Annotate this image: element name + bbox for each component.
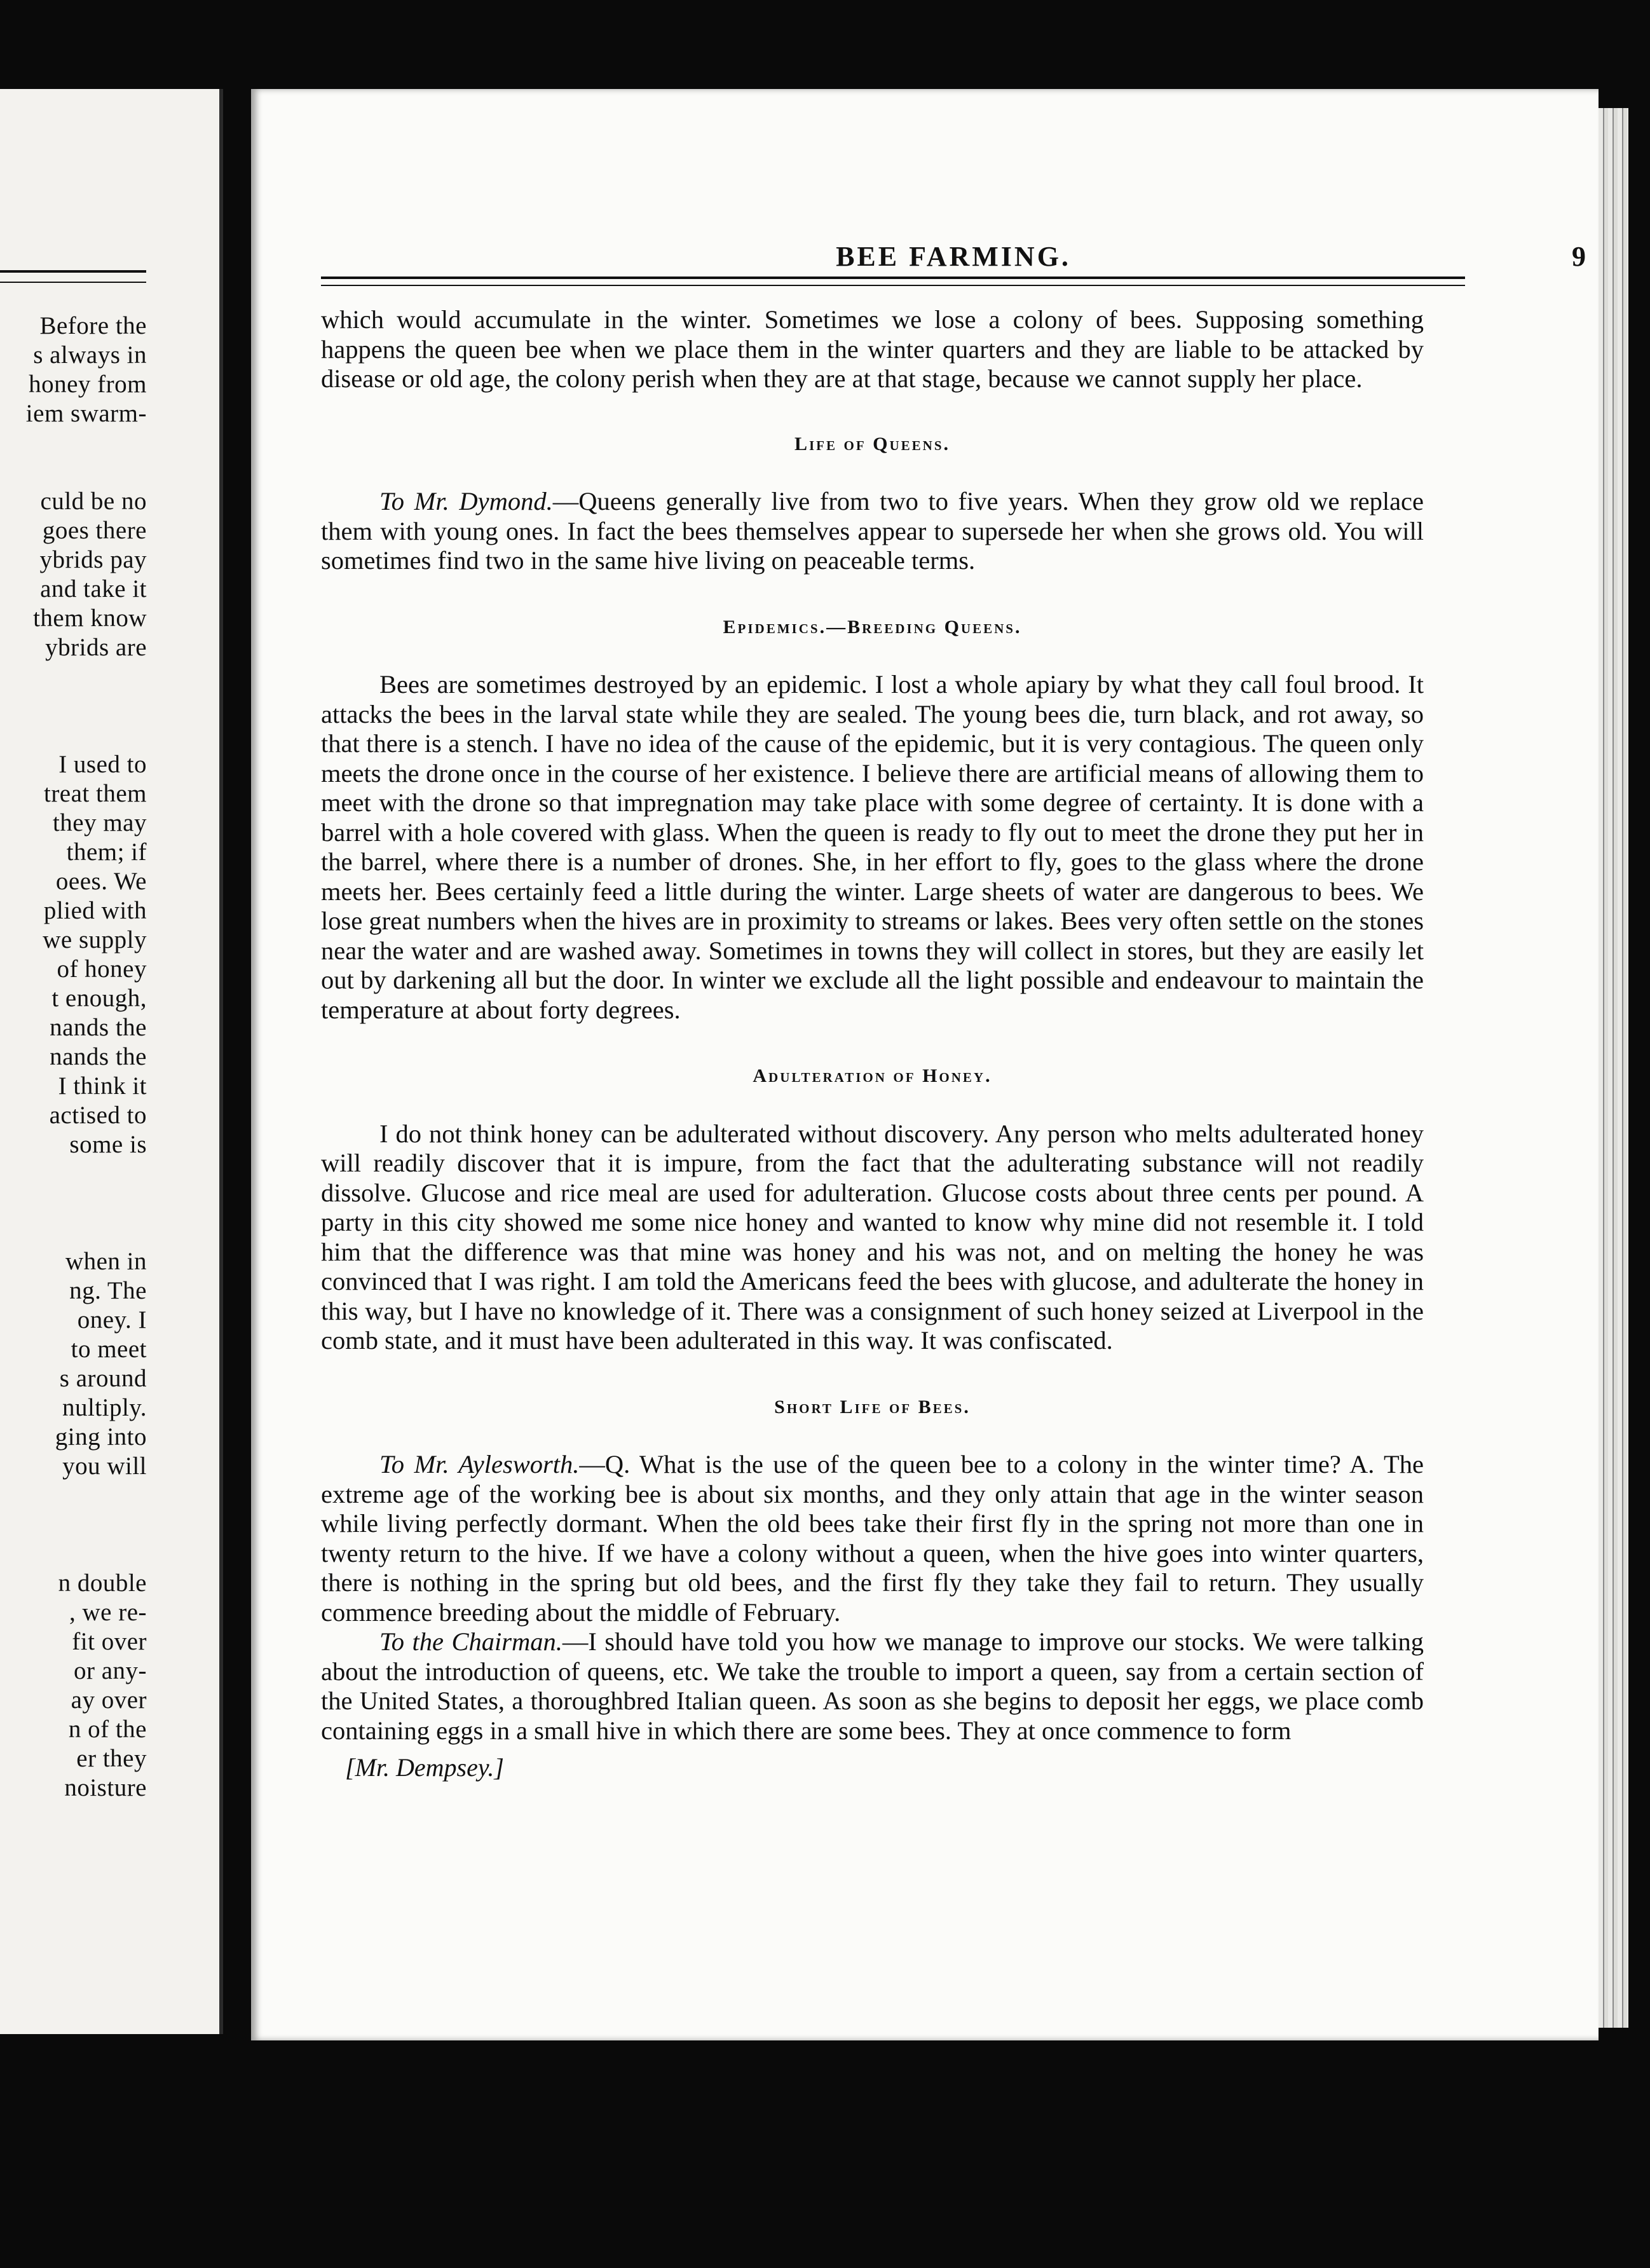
facing-page-line: s always in <box>33 341 147 369</box>
facing-page-line: and take it <box>40 575 147 603</box>
facing-page-line: Before the <box>39 312 147 339</box>
running-head <box>321 240 1586 278</box>
facing-page-left <box>0 89 223 2034</box>
facing-page-line: ybrids pay <box>39 546 147 573</box>
paragraph-epidemics: Bees are sometimes destroyed by an epidemic. I lost a whole apiary by what they call foul brood. It attacks the bees in the larval state while they are sealed. The young bees die, turn black, and rot away, so that there is a stench. I have no idea of the cause of the epidemic, but it is very contagious. The queen only meets the drone once in the course of her existence. I believe there are artificial means of allowing them to meet with the drone so that impregnation may take place with some degree of certainty. It is done with a barrel with a hole covered with glass. When the queen is ready to fly out to meet the drone they put her in the barrel, where there is a number of drones. She, in her effort to fly, goes to the glass where the drone meets her. Bees certainly feed a little during the winter. Large sheets of water are dangerous to bees. We lose great numbers when the hives are in proximity to streams or lakes. Bees very often settle on the stones near the water and are washed away. Sometimes in towns they will collect in stores, but they are easily let out by darkening all but the door. In winter we exclude all the light possible and endeavour to maintain the temperature at about forty degrees. <box>321 670 1424 1024</box>
header-rule <box>321 277 1465 286</box>
facing-page-line: I think it <box>58 1072 147 1100</box>
facing-page-line: ging into <box>55 1423 147 1451</box>
facing-page-line: er they <box>76 1745 147 1772</box>
facing-page-line: they may <box>52 809 147 837</box>
facing-page-line: nands the <box>50 1043 147 1070</box>
facing-page-line: treat them <box>43 780 147 807</box>
facing-page-line: actised to <box>49 1102 147 1129</box>
facing-page-line: of honey <box>57 955 147 983</box>
facing-page-line: n double <box>58 1569 147 1597</box>
paragraph-continued: which would accumulate in the winter. Sometimes we lose a colony of bees. Supposing something happens the queen bee when we place them in the winter quarters and they are liable to be attacked by disease or old age, the colony perish when they are at that stage, because we cannot supply her place. <box>321 305 1424 393</box>
facing-page-line: them know <box>33 605 147 632</box>
paragraph-short-life <box>321 1450 1424 1627</box>
facing-page-line: culd be no <box>40 488 147 515</box>
section-heading-epidemics: Epidemics.—Breeding Queens. <box>723 616 1022 638</box>
paragraph-queens <box>321 487 1424 576</box>
facing-page-line: ng. The <box>69 1277 147 1304</box>
facing-page-line: , we re- <box>69 1599 147 1626</box>
speaker-aylesworth: To Mr. Aylesworth. <box>379 1450 580 1479</box>
paragraph-chairman-text: —I should have told you how we manage to improve our stocks. We were talking about the introduction of queens, etc. We take the trouble to import a queen, say from a certain section of the United States, a thoroughbred Italian queen. As soon as she begins to deposit her eggs, we place comb containing eggs in a small hive in which there are some bees. They at once commence to form <box>321 1627 1424 1745</box>
section-heading-life-of-queens: Life of Queens. <box>794 433 951 454</box>
section-heading-short-life: Short Life of Bees. <box>774 1396 971 1418</box>
facing-page-line: or any- <box>73 1657 147 1684</box>
facing-page-line: nultiply. <box>62 1394 147 1421</box>
paragraph-short-life-text: —Q. What is the use of the queen bee to a colony in the winter time? A. The extreme age of the working bee is about six months, and they only attain that age in the winter season while living perfectly dormant. When the old bees take their first fly in the spring not more than one in twenty return to the hive. If we have a colony without a queen, when the hive goes into winter quarters, there is nothing in the spring but old bees, and the first fly they take they fail to return. They usually commence breeding about the middle of February. <box>321 1450 1424 1627</box>
facing-page-line: when in <box>65 1248 147 1275</box>
facing-page-line: nands the <box>50 1014 147 1041</box>
page-body <box>321 305 1424 1783</box>
page-number: 9 <box>1572 241 1586 272</box>
facing-page-line: noisture <box>64 1774 147 1801</box>
paragraph-queens-text: —Queens generally live from two to five years. When they grow old we replace them with young ones. In fact the bees themselves appear to supersede her when she grows old. You will sometimes find two in the same hive living on peaceable terms. <box>321 487 1424 575</box>
facing-page-line: n of the <box>68 1716 147 1743</box>
facing-page-line: we supply <box>43 926 147 953</box>
facing-page-line: iem swarm- <box>25 400 147 427</box>
facing-page-line: fit over <box>72 1628 147 1655</box>
facing-page-line: I used to <box>58 751 147 778</box>
facing-page-line: s around <box>59 1365 147 1392</box>
paragraph-adulteration: I do not think honey can be adulterated without discovery. Any person who melts adulterated honey will readily discover that it is impure, from the fact that the adulterating substance will not readily dissolve. Glucose and rice meal are used for adulteration. Glucose costs about three cents per pound. A party in this city showed me some nice honey and wanted to know why mine did not resemble it. I told him that the difference was that mine was honey and his was not, and on melting the honey he was convinced that I was right. I am told the Americans feed the bees with glucose, and adulterate the honey in this way, but I have no knowledge of it. There was a consignment of such honey seized at Liverpool in the comb state, and it must have been adulterated in this way. It was confiscated. <box>321 1119 1424 1355</box>
facing-page-line: them; if <box>66 838 147 866</box>
facing-page-line: ybrids are <box>45 634 147 661</box>
facing-page-line: you will <box>62 1452 147 1480</box>
book-page <box>251 89 1599 2040</box>
facing-page-line: plied with <box>43 897 147 924</box>
facing-page-line: some is <box>69 1131 147 1158</box>
paragraph-chairman <box>321 1627 1424 1745</box>
running-title: BEE FARMING. <box>836 241 1071 272</box>
facing-page-line: goes there <box>42 517 147 544</box>
speaker-dymond: To Mr. Dymond. <box>379 487 553 516</box>
section-heading-adulteration: Adulteration of Honey. <box>753 1065 992 1086</box>
facing-page-line: honey from <box>29 371 147 398</box>
facing-page-line: oney. I <box>77 1306 147 1334</box>
facing-page-line: t enough, <box>51 985 147 1012</box>
facing-page-line: oees. We <box>55 868 147 895</box>
speaker-signature: [Mr. Dempsey.] <box>345 1753 504 1782</box>
facing-page-rule <box>0 270 146 283</box>
speaker-chairman: To the Chairman. <box>379 1627 562 1656</box>
facing-page-line: to meet <box>71 1336 147 1363</box>
facing-page-line: ay over <box>71 1686 147 1714</box>
